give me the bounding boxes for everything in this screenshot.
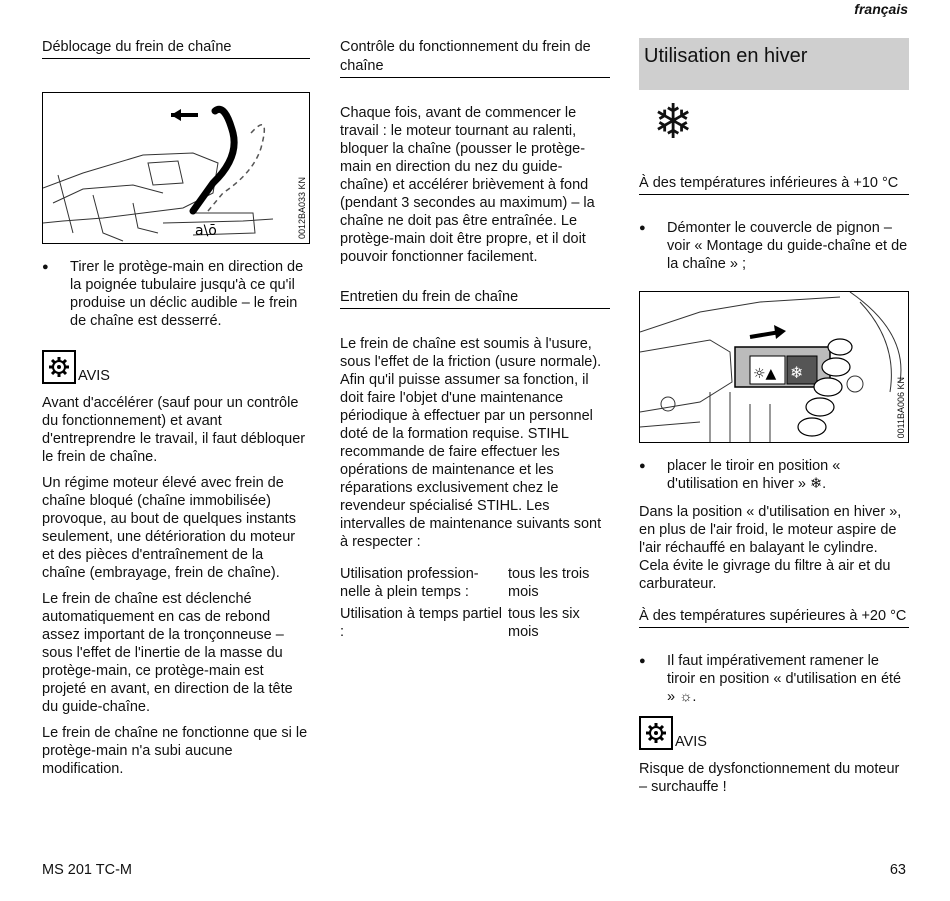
notice-label: AVIS — [675, 734, 707, 750]
bullet-item: ● Il faut impérativement ramener le tiroir en position « d'utilisation en été » ☼. — [639, 652, 909, 706]
paragraph: Un régime moteur élevé avec frein de chaîne bloqué (chaîne immobilisée) provoque, au bout de quelques instants seulement, une détérioration du moteur et des pièces d'entraînement de la chaîne (embrayage, frein de chaîne). — [42, 475, 296, 581]
table-label: Utilisation profession-nelle à plein temps : — [340, 566, 479, 600]
section-heading: Contrôle du fonctionnement du frein de chaîne — [340, 38, 610, 78]
hand-guard-shape — [193, 109, 234, 211]
notice-label: AVIS — [78, 368, 110, 384]
paragraph: Le frein de chaîne est soumis à l'usure, sous l'effet de la friction (usure normale). Afin qu'il puisse assumer sa fonction, il doit faire l'objet d'une maintenance périodique à effectuer par un personnel doté de la formation requise. STIHL recommande de faire effectuer les opérations de maintenance et les réparations exclusivement chez le revendeur spécialisé STIHL. Les intervalles de maintenance suivants sont à respecter : — [340, 336, 602, 550]
carburetor-illustration — [640, 292, 908, 442]
snowflake-icon: ❄ — [653, 96, 694, 149]
figure-code: 0011BA006 KN — [896, 376, 906, 438]
paragraph: Dans la position « d'utilisation en hiver », en plus de l'air froid, le moteur aspire de l'air réchauffé en balayant le cylindre. Cela évite le givrage du filtre à air et du carburateur. — [639, 504, 902, 592]
gear-icon — [639, 716, 673, 750]
bullet-item: ● Tirer le protège-main en direction de la poignée tubulaire jusqu'à ce qu'il produise un déclic audible – le frein de chaîne est desserré. — [42, 258, 310, 330]
paragraph: Avant d'accélérer (sauf pour un contrôle du fonctionnement) et avant d'entreprendre le travail, il faut débloquer le frein de chaîne. — [42, 395, 306, 465]
chainsaw-illustration — [43, 93, 310, 243]
svg-text:☼▲: ☼▲ — [753, 366, 777, 382]
notice-header — [42, 350, 310, 384]
figure-code: 0012BA033 KN — [297, 176, 307, 239]
gear-icon — [42, 350, 76, 384]
page-title: Utilisation en hiver — [644, 45, 808, 67]
bullet-item: ● Démonter le couvercle de pignon – voir « Montage du guide-chaîne et de la chaîne » ; — [639, 219, 909, 273]
section-heading: Déblocage du frein de chaîne — [42, 38, 310, 59]
notice-header — [639, 716, 909, 750]
paragraph: Le frein de chaîne est déclenché automatiquement en cas de rebond assez important de la tronçonneuse – sous l'effet de l'inertie de la masse du protège-main, ce protège-main est projeté en avant, en direction de la tête du guide-chaîne. — [42, 591, 293, 715]
column-middle — [340, 38, 610, 641]
arrow-left-icon — [171, 109, 181, 121]
table-label: Utilisation à temps partiel : — [340, 606, 502, 640]
title-bar — [639, 38, 909, 90]
figure-chain-brake-release — [42, 92, 310, 244]
paragraph: Chaque fois, avant de commencer le travail : le moteur tournant au ralenti, bloquer la chaîne (pousser le protège-main en direction du nez du guide-chaîne) et accélérer brièvement à fond (pendant 3 secondes au maximum) – la chaîne ne doit pas être entraînée. Le protège-main doit être propre, et il doit pouvoir fonctionner facilement. — [340, 105, 595, 265]
svg-text:a\ō: a\ō — [195, 223, 217, 239]
bullet-item: ● placer le tiroir en position « d'utilisation en hiver » ❄. — [639, 457, 909, 493]
section-heading: À des températures inférieures à +10 °C — [639, 174, 909, 195]
table-value: tous les trois mois — [508, 566, 590, 600]
page-number: 63 — [889, 862, 906, 878]
language-label: français — [854, 1, 908, 17]
svg-text:❄: ❄ — [790, 363, 804, 382]
model-name: MS 201 TC-M — [42, 862, 132, 878]
column-right — [639, 38, 909, 796]
maintenance-table — [340, 565, 610, 641]
column-left — [42, 38, 310, 778]
figure-winter-slider — [639, 291, 909, 443]
paragraph: Risque de dysfonctionnement du moteur – surchauffe ! — [639, 761, 900, 795]
arrow-right-icon — [774, 325, 786, 339]
paragraph: Le frein de chaîne ne fonctionne que si le protège-main n'a subi aucune modification. — [42, 725, 308, 777]
table-value: tous les six mois — [508, 606, 580, 640]
section-heading: Entretien du frein de chaîne — [340, 288, 610, 309]
section-heading: À des températures supérieures à +20 °C — [639, 607, 909, 628]
